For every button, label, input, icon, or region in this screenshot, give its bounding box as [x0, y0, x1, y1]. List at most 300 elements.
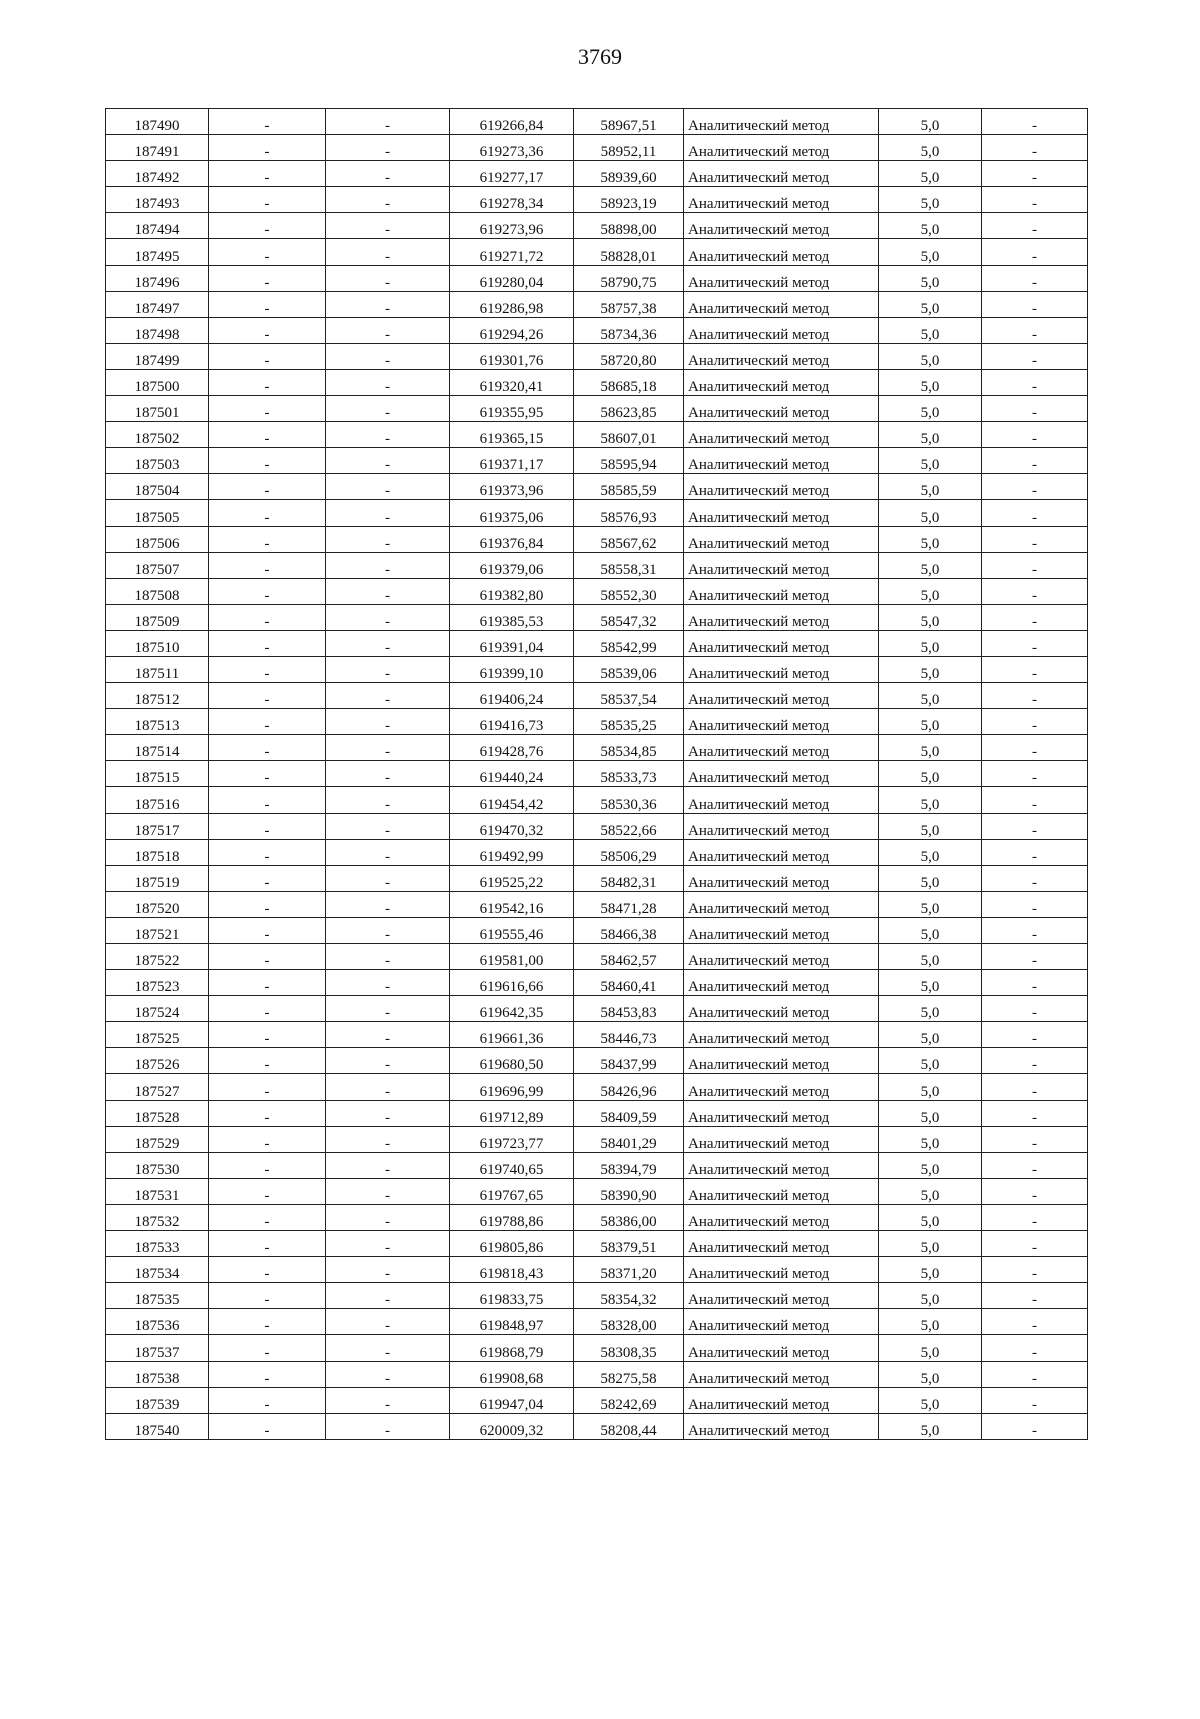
coord-x: 619492,99: [450, 839, 574, 865]
method: Аналитический метод: [684, 1152, 879, 1178]
table-row: [106, 317, 1088, 343]
table-row: [106, 1022, 1088, 1048]
method: Аналитический метод: [684, 683, 879, 709]
method: Аналитический метод: [684, 604, 879, 630]
accuracy: 5,0: [879, 683, 982, 709]
coord-y: 58539,06: [574, 656, 684, 682]
method: Аналитический метод: [684, 656, 879, 682]
coord-x: 619376,84: [450, 526, 574, 552]
method: Аналитический метод: [684, 813, 879, 839]
cell-empty-1: -: [209, 1257, 326, 1283]
cell-empty-1: -: [209, 1048, 326, 1074]
cell-empty-3: -: [982, 369, 1088, 395]
coord-x: 619301,76: [450, 343, 574, 369]
method: Аналитический метод: [684, 1126, 879, 1152]
cell-empty-1: -: [209, 526, 326, 552]
cell-empty-3: -: [982, 1074, 1088, 1100]
accuracy: 5,0: [879, 1048, 982, 1074]
cell-empty-1: -: [209, 396, 326, 422]
point-number: 187524: [106, 996, 209, 1022]
coord-y: 58547,32: [574, 604, 684, 630]
cell-empty-1: -: [209, 500, 326, 526]
coord-y: 58482,31: [574, 865, 684, 891]
cell-empty-3: -: [982, 1204, 1088, 1230]
coord-y: 58552,30: [574, 578, 684, 604]
cell-empty-1: -: [209, 683, 326, 709]
cell-empty-2: -: [326, 630, 450, 656]
cell-empty-1: -: [209, 291, 326, 317]
cell-empty-2: -: [326, 865, 450, 891]
cell-empty-3: -: [982, 422, 1088, 448]
cell-empty-1: -: [209, 135, 326, 161]
point-number: 187527: [106, 1074, 209, 1100]
accuracy: 5,0: [879, 552, 982, 578]
point-number: 187497: [106, 291, 209, 317]
cell-empty-1: -: [209, 656, 326, 682]
coord-y: 58923,19: [574, 187, 684, 213]
coord-x: 619818,43: [450, 1257, 574, 1283]
cell-empty-2: -: [326, 369, 450, 395]
cell-empty-2: -: [326, 265, 450, 291]
cell-empty-3: -: [982, 996, 1088, 1022]
method: Аналитический метод: [684, 422, 879, 448]
point-number: 187498: [106, 317, 209, 343]
cell-empty-3: -: [982, 161, 1088, 187]
table-row: [106, 891, 1088, 917]
cell-empty-2: -: [326, 422, 450, 448]
table-row: [106, 1126, 1088, 1152]
cell-empty-1: -: [209, 1178, 326, 1204]
cell-empty-2: -: [326, 161, 450, 187]
accuracy: 5,0: [879, 317, 982, 343]
table-row: [106, 109, 1088, 135]
cell-empty-3: -: [982, 1387, 1088, 1413]
point-number: 187493: [106, 187, 209, 213]
method: Аналитический метод: [684, 526, 879, 552]
table-row: [106, 265, 1088, 291]
method: Аналитический метод: [684, 187, 879, 213]
coord-y: 58208,44: [574, 1413, 684, 1439]
accuracy: 5,0: [879, 761, 982, 787]
point-number: 187490: [106, 109, 209, 135]
cell-empty-1: -: [209, 213, 326, 239]
cell-empty-1: -: [209, 813, 326, 839]
cell-empty-1: -: [209, 1335, 326, 1361]
coord-x: 619391,04: [450, 630, 574, 656]
cell-empty-2: -: [326, 1100, 450, 1126]
table-row: [106, 944, 1088, 970]
coord-x: 619661,36: [450, 1022, 574, 1048]
accuracy: 5,0: [879, 996, 982, 1022]
cell-empty-3: -: [982, 578, 1088, 604]
cell-empty-3: -: [982, 1361, 1088, 1387]
coord-x: 619385,53: [450, 604, 574, 630]
accuracy: 5,0: [879, 1100, 982, 1126]
coord-y: 58734,36: [574, 317, 684, 343]
cell-empty-3: -: [982, 474, 1088, 500]
coord-x: 619271,72: [450, 239, 574, 265]
table-row: [106, 343, 1088, 369]
point-number: 187505: [106, 500, 209, 526]
coord-y: 58939,60: [574, 161, 684, 187]
cell-empty-1: -: [209, 1413, 326, 1439]
coord-y: 58576,93: [574, 500, 684, 526]
coord-y: 58401,29: [574, 1126, 684, 1152]
point-number: 187528: [106, 1100, 209, 1126]
cell-empty-1: -: [209, 343, 326, 369]
cell-empty-2: -: [326, 839, 450, 865]
accuracy: 5,0: [879, 813, 982, 839]
point-number: 187521: [106, 917, 209, 943]
method: Аналитический метод: [684, 1413, 879, 1439]
coord-x: 619833,75: [450, 1283, 574, 1309]
table-row: [106, 970, 1088, 996]
accuracy: 5,0: [879, 917, 982, 943]
method: Аналитический метод: [684, 317, 879, 343]
cell-empty-2: -: [326, 1283, 450, 1309]
coord-x: 619848,97: [450, 1309, 574, 1335]
cell-empty-1: -: [209, 1074, 326, 1100]
point-number: 187513: [106, 709, 209, 735]
coord-y: 58585,59: [574, 474, 684, 500]
accuracy: 5,0: [879, 787, 982, 813]
point-number: 187506: [106, 526, 209, 552]
cell-empty-2: -: [326, 787, 450, 813]
cell-empty-1: -: [209, 239, 326, 265]
table-row: [106, 291, 1088, 317]
method: Аналитический метод: [684, 709, 879, 735]
coord-y: 58394,79: [574, 1152, 684, 1178]
cell-empty-3: -: [982, 1257, 1088, 1283]
cell-empty-1: -: [209, 1231, 326, 1257]
cell-empty-2: -: [326, 656, 450, 682]
coord-x: 619642,35: [450, 996, 574, 1022]
coord-y: 58530,36: [574, 787, 684, 813]
coord-y: 58409,59: [574, 1100, 684, 1126]
point-number: 187534: [106, 1257, 209, 1283]
cell-empty-1: -: [209, 161, 326, 187]
accuracy: 5,0: [879, 109, 982, 135]
coord-y: 58595,94: [574, 448, 684, 474]
point-number: 187502: [106, 422, 209, 448]
point-number: 187499: [106, 343, 209, 369]
accuracy: 5,0: [879, 604, 982, 630]
point-number: 187504: [106, 474, 209, 500]
accuracy: 5,0: [879, 735, 982, 761]
point-number: 187516: [106, 787, 209, 813]
point-number: 187540: [106, 1413, 209, 1439]
coord-x: 619470,32: [450, 813, 574, 839]
method: Аналитический метод: [684, 944, 879, 970]
coord-y: 58390,90: [574, 1178, 684, 1204]
point-number: 187492: [106, 161, 209, 187]
cell-empty-3: -: [982, 683, 1088, 709]
method: Аналитический метод: [684, 1387, 879, 1413]
coord-x: 619454,42: [450, 787, 574, 813]
method: Аналитический метод: [684, 1231, 879, 1257]
cell-empty-3: -: [982, 1022, 1088, 1048]
cell-empty-1: -: [209, 448, 326, 474]
method: Аналитический метод: [684, 369, 879, 395]
coord-y: 58462,57: [574, 944, 684, 970]
cell-empty-1: -: [209, 265, 326, 291]
coord-y: 58757,38: [574, 291, 684, 317]
accuracy: 5,0: [879, 448, 982, 474]
accuracy: 5,0: [879, 1257, 982, 1283]
cell-empty-3: -: [982, 396, 1088, 422]
coord-y: 58275,58: [574, 1361, 684, 1387]
method: Аналитический метод: [684, 552, 879, 578]
cell-empty-2: -: [326, 1048, 450, 1074]
cell-empty-3: -: [982, 291, 1088, 317]
coord-x: 619371,17: [450, 448, 574, 474]
table-row: [106, 552, 1088, 578]
cell-empty-3: -: [982, 709, 1088, 735]
point-number: 187530: [106, 1152, 209, 1178]
coord-x: 619428,76: [450, 735, 574, 761]
coord-x: 619868,79: [450, 1335, 574, 1361]
table-row: [106, 369, 1088, 395]
coord-y: 58828,01: [574, 239, 684, 265]
point-number: 187512: [106, 683, 209, 709]
coord-x: 619365,15: [450, 422, 574, 448]
point-number: 187518: [106, 839, 209, 865]
cell-empty-2: -: [326, 604, 450, 630]
coord-y: 58533,73: [574, 761, 684, 787]
accuracy: 5,0: [879, 630, 982, 656]
cell-empty-1: -: [209, 1387, 326, 1413]
coord-x: 619542,16: [450, 891, 574, 917]
point-number: 187510: [106, 630, 209, 656]
accuracy: 5,0: [879, 1361, 982, 1387]
coord-x: 619278,34: [450, 187, 574, 213]
cell-empty-1: -: [209, 891, 326, 917]
cell-empty-2: -: [326, 813, 450, 839]
point-number: 187526: [106, 1048, 209, 1074]
method: Аналитический метод: [684, 839, 879, 865]
coord-x: 619280,04: [450, 265, 574, 291]
coord-y: 58506,29: [574, 839, 684, 865]
cell-empty-2: -: [326, 1074, 450, 1100]
cell-empty-1: -: [209, 944, 326, 970]
table-row: [106, 135, 1088, 161]
coord-x: 619947,04: [450, 1387, 574, 1413]
method: Аналитический метод: [684, 1361, 879, 1387]
method: Аналитический метод: [684, 291, 879, 317]
cell-empty-2: -: [326, 109, 450, 135]
table-row: [106, 1309, 1088, 1335]
table-row: [106, 1204, 1088, 1230]
cell-empty-1: -: [209, 1283, 326, 1309]
cell-empty-3: -: [982, 1413, 1088, 1439]
cell-empty-3: -: [982, 317, 1088, 343]
cell-empty-2: -: [326, 1335, 450, 1361]
coord-y: 58537,54: [574, 683, 684, 709]
accuracy: 5,0: [879, 1074, 982, 1100]
table-row: [106, 422, 1088, 448]
cell-empty-1: -: [209, 1309, 326, 1335]
method: Аналитический метод: [684, 1074, 879, 1100]
point-number: 187531: [106, 1178, 209, 1204]
coordinates-table: [105, 108, 1088, 1440]
cell-empty-3: -: [982, 944, 1088, 970]
cell-empty-3: -: [982, 865, 1088, 891]
cell-empty-3: -: [982, 526, 1088, 552]
cell-empty-2: -: [326, 1126, 450, 1152]
coord-y: 58308,35: [574, 1335, 684, 1361]
point-number: 187503: [106, 448, 209, 474]
cell-empty-3: -: [982, 839, 1088, 865]
cell-empty-2: -: [326, 1361, 450, 1387]
coord-y: 58354,32: [574, 1283, 684, 1309]
table-row: [106, 709, 1088, 735]
cell-empty-1: -: [209, 1204, 326, 1230]
table-row: [106, 917, 1088, 943]
coord-y: 58453,83: [574, 996, 684, 1022]
cell-empty-1: -: [209, 422, 326, 448]
coord-y: 58534,85: [574, 735, 684, 761]
table-row: [106, 578, 1088, 604]
accuracy: 5,0: [879, 291, 982, 317]
coord-x: 619266,84: [450, 109, 574, 135]
method: Аналитический метод: [684, 865, 879, 891]
table-row: [106, 839, 1088, 865]
coord-x: 619581,00: [450, 944, 574, 970]
cell-empty-2: -: [326, 526, 450, 552]
cell-empty-1: -: [209, 761, 326, 787]
accuracy: 5,0: [879, 1309, 982, 1335]
accuracy: 5,0: [879, 1283, 982, 1309]
cell-empty-3: -: [982, 1126, 1088, 1152]
point-number: 187539: [106, 1387, 209, 1413]
cell-empty-2: -: [326, 552, 450, 578]
table-row: [106, 1048, 1088, 1074]
table-row: [106, 1413, 1088, 1439]
cell-empty-3: -: [982, 265, 1088, 291]
table-row: [106, 1257, 1088, 1283]
cell-empty-1: -: [209, 917, 326, 943]
cell-empty-3: -: [982, 343, 1088, 369]
point-number: 187509: [106, 604, 209, 630]
cell-empty-3: -: [982, 500, 1088, 526]
point-number: 187537: [106, 1335, 209, 1361]
cell-empty-3: -: [982, 448, 1088, 474]
cell-empty-1: -: [209, 970, 326, 996]
cell-empty-3: -: [982, 630, 1088, 656]
coord-x: 619723,77: [450, 1126, 574, 1152]
cell-empty-3: -: [982, 656, 1088, 682]
coord-y: 58607,01: [574, 422, 684, 448]
coord-y: 58379,51: [574, 1231, 684, 1257]
cell-empty-3: -: [982, 604, 1088, 630]
cell-empty-3: -: [982, 1152, 1088, 1178]
method: Аналитический метод: [684, 630, 879, 656]
cell-empty-3: -: [982, 1100, 1088, 1126]
coord-x: 619355,95: [450, 396, 574, 422]
cell-empty-2: -: [326, 917, 450, 943]
cell-empty-2: -: [326, 1387, 450, 1413]
coord-x: 619680,50: [450, 1048, 574, 1074]
method: Аналитический метод: [684, 265, 879, 291]
coord-x: 619440,24: [450, 761, 574, 787]
coord-y: 58898,00: [574, 213, 684, 239]
cell-empty-1: -: [209, 709, 326, 735]
table-body: [106, 109, 1088, 1440]
point-number: 187491: [106, 135, 209, 161]
cell-empty-3: -: [982, 787, 1088, 813]
cell-empty-3: -: [982, 813, 1088, 839]
cell-empty-3: -: [982, 187, 1088, 213]
cell-empty-2: -: [326, 761, 450, 787]
point-number: 187511: [106, 656, 209, 682]
point-number: 187525: [106, 1022, 209, 1048]
cell-empty-3: -: [982, 135, 1088, 161]
cell-empty-3: -: [982, 891, 1088, 917]
accuracy: 5,0: [879, 1335, 982, 1361]
point-number: 187507: [106, 552, 209, 578]
accuracy: 5,0: [879, 474, 982, 500]
method: Аналитический метод: [684, 970, 879, 996]
accuracy: 5,0: [879, 1178, 982, 1204]
method: Аналитический метод: [684, 161, 879, 187]
cell-empty-2: -: [326, 187, 450, 213]
cell-empty-2: -: [326, 474, 450, 500]
cell-empty-2: -: [326, 1152, 450, 1178]
cell-empty-2: -: [326, 291, 450, 317]
table-row: [106, 239, 1088, 265]
accuracy: 5,0: [879, 709, 982, 735]
cell-empty-2: -: [326, 1413, 450, 1439]
coord-y: 58328,00: [574, 1309, 684, 1335]
cell-empty-1: -: [209, 578, 326, 604]
coord-x: 619788,86: [450, 1204, 574, 1230]
coord-x: 619712,89: [450, 1100, 574, 1126]
accuracy: 5,0: [879, 578, 982, 604]
accuracy: 5,0: [879, 1022, 982, 1048]
accuracy: 5,0: [879, 1152, 982, 1178]
coord-y: 58685,18: [574, 369, 684, 395]
method: Аналитический метод: [684, 396, 879, 422]
method: Аналитический метод: [684, 1178, 879, 1204]
coord-x: 619399,10: [450, 656, 574, 682]
accuracy: 5,0: [879, 891, 982, 917]
cell-empty-1: -: [209, 865, 326, 891]
cell-empty-2: -: [326, 448, 450, 474]
cell-empty-2: -: [326, 317, 450, 343]
method: Аналитический метод: [684, 1335, 879, 1361]
accuracy: 5,0: [879, 1413, 982, 1439]
accuracy: 5,0: [879, 1204, 982, 1230]
coord-x: 620009,32: [450, 1413, 574, 1439]
table-row: [106, 1178, 1088, 1204]
cell-empty-1: -: [209, 839, 326, 865]
accuracy: 5,0: [879, 500, 982, 526]
cell-empty-2: -: [326, 1309, 450, 1335]
method: Аналитический метод: [684, 1048, 879, 1074]
coord-x: 619273,36: [450, 135, 574, 161]
method: Аналитический метод: [684, 1022, 879, 1048]
method: Аналитический метод: [684, 917, 879, 943]
table-row: [106, 656, 1088, 682]
table-row: [106, 735, 1088, 761]
coord-x: 619406,24: [450, 683, 574, 709]
table-row: [106, 1387, 1088, 1413]
cell-empty-3: -: [982, 1178, 1088, 1204]
table-row: [106, 187, 1088, 213]
cell-empty-2: -: [326, 970, 450, 996]
coord-y: 58446,73: [574, 1022, 684, 1048]
cell-empty-2: -: [326, 944, 450, 970]
